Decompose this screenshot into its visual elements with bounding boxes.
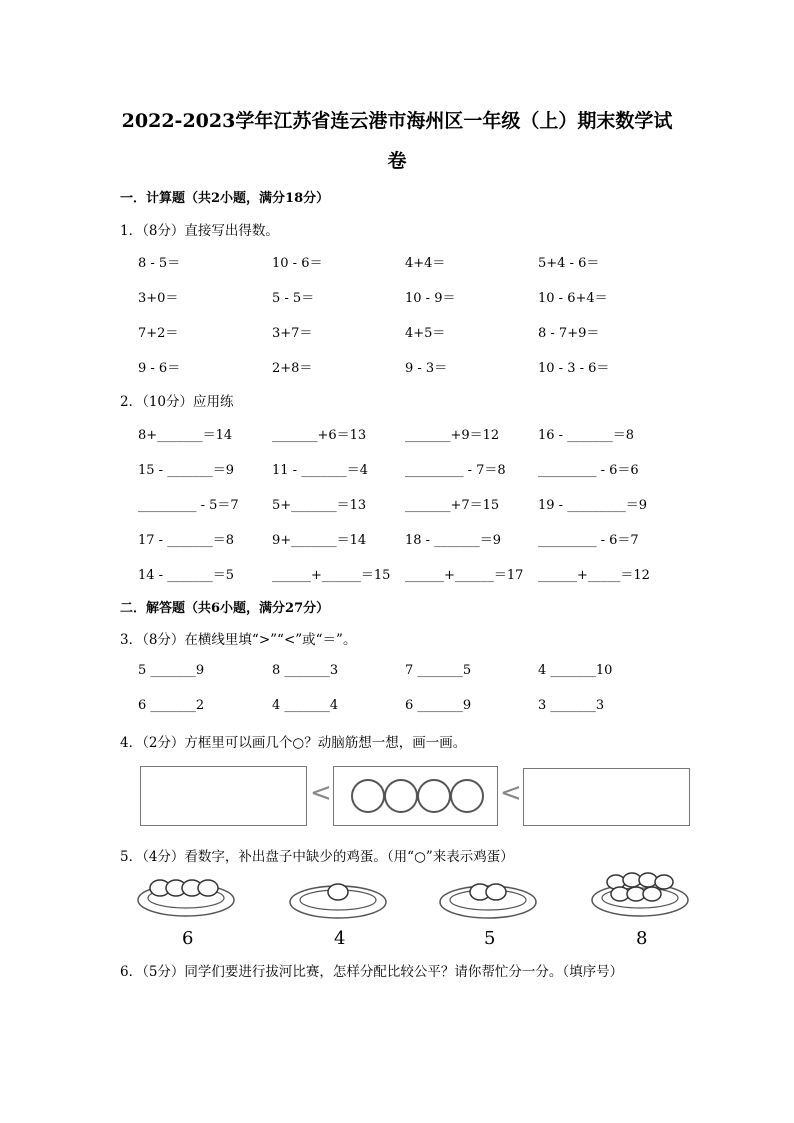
plate-number: 4 (334, 928, 346, 949)
q1-expr: 3+0＝ (138, 291, 179, 306)
q2-blank: _______+9＝12 (405, 428, 500, 443)
q1-expr: 10 - 9＝ (405, 291, 456, 306)
q1-expr: 7+2＝ (138, 326, 179, 341)
q2-blank: _______+6＝13 (272, 428, 367, 443)
plate-8 (592, 873, 688, 949)
q3-compare: 6 _______9 (405, 698, 472, 713)
circle (384, 779, 418, 813)
q2-blank: _________ - 6＝7 (538, 533, 639, 548)
q2-blank: _________ - 6＝6 (538, 463, 639, 478)
q3-compare: 4 _______4 (272, 698, 339, 713)
plate-number: 6 (182, 928, 194, 949)
egg-plates-figure (132, 868, 692, 950)
question-1: 1．（8分）直接写出得数。 (120, 223, 279, 239)
question-6: 6．（5分）同学们要进行拔河比赛，怎样分配比较公平？请你帮忙分一分。（填序号） (120, 964, 624, 980)
circle (351, 779, 385, 813)
question-4: 4．（2分）方框里可以画几个○？动脑筋想一想，画一画。 (120, 735, 467, 751)
q2-blank: ______+______＝15 (272, 568, 391, 583)
empty-box-left (140, 766, 307, 826)
q2-blank: _______+7＝15 (405, 498, 500, 513)
plate-5 (440, 884, 536, 949)
q1-expr: 10 - 6＝ (272, 256, 323, 271)
q1-expr: 9 - 3＝ (405, 361, 448, 376)
q2-blank: 15 - _______＝9 (138, 463, 234, 478)
question-5: 5．（4分）看数字，补出盘子中缺少的鸡蛋。（用“○”来表示鸡蛋） (120, 849, 514, 865)
page-title: 2022-2023学年江苏省连云港市海州区一年级（上）期末数学试 (121, 110, 673, 132)
question-2: 2．（10分）应用练 (120, 394, 234, 410)
q1-expr: 10 - 6+4＝ (538, 291, 608, 306)
q2-blank: ______+______＝17 (405, 568, 524, 583)
plate-4 (290, 884, 386, 949)
q2-blank: 5+_______＝13 (272, 498, 367, 513)
q3-compare: 6 _______2 (138, 698, 205, 713)
q2-blank: 11 - _______＝4 (272, 463, 368, 478)
q1-expr: 8 - 5＝ (138, 256, 181, 271)
section1-heading: 一．计算题（共2小题，满分18分） (120, 191, 330, 206)
q1-expr: 4+4＝ (405, 256, 446, 271)
circle (417, 779, 451, 813)
less-than-sign: < (500, 778, 522, 808)
q3-compare: 7 _______5 (405, 663, 472, 678)
q1-expr: 9 - 6＝ (138, 361, 181, 376)
q1-expr: 2+8＝ (272, 361, 313, 376)
question-3: 3．（8分）在横线里填“>”“<”或“＝”。 (120, 632, 357, 648)
q2-blank: 8+_______＝14 (138, 428, 233, 443)
q1-expr: 4+5＝ (405, 326, 446, 341)
page-title-continued: 卷 (387, 150, 407, 172)
q2-blank: _________ - 7＝8 (405, 463, 506, 478)
empty-box-right (523, 768, 690, 826)
q2-blank: 17 - _______＝8 (138, 533, 234, 548)
q2-blank: 9+_______＝14 (272, 533, 367, 548)
plate-number: 8 (636, 928, 648, 949)
q1-expr: 10 - 3 - 6＝ (538, 361, 610, 376)
less-than-sign: < (310, 778, 332, 808)
q3-compare: 4 _______10 (538, 663, 613, 678)
q1-expr: 5+4 - 6＝ (538, 256, 600, 271)
q2-blank: ______+_____＝12 (538, 568, 650, 583)
q1-expr: 3+7＝ (272, 326, 313, 341)
circle (450, 779, 484, 813)
circle-box (333, 766, 498, 826)
q2-blank: 16 - _______＝8 (538, 428, 634, 443)
plate-6 (138, 880, 234, 949)
q3-compare: 3 _______3 (538, 698, 605, 713)
q1-expr: 8 - 7+9＝ (538, 326, 600, 341)
q2-blank: 18 - _______＝9 (405, 533, 501, 548)
section2-heading: 二．解答题（共6小题，满分27分） (120, 601, 330, 616)
q2-blank: 14 - _______＝5 (138, 568, 234, 583)
plate-number: 5 (484, 928, 496, 949)
q3-compare: 5 _______9 (138, 663, 205, 678)
q3-compare: 8 _______3 (272, 663, 339, 678)
q1-expr: 5 - 5＝ (272, 291, 315, 306)
q2-blank: 19 - _________＝9 (538, 498, 647, 513)
q2-blank: _________ - 5＝7 (138, 498, 239, 513)
